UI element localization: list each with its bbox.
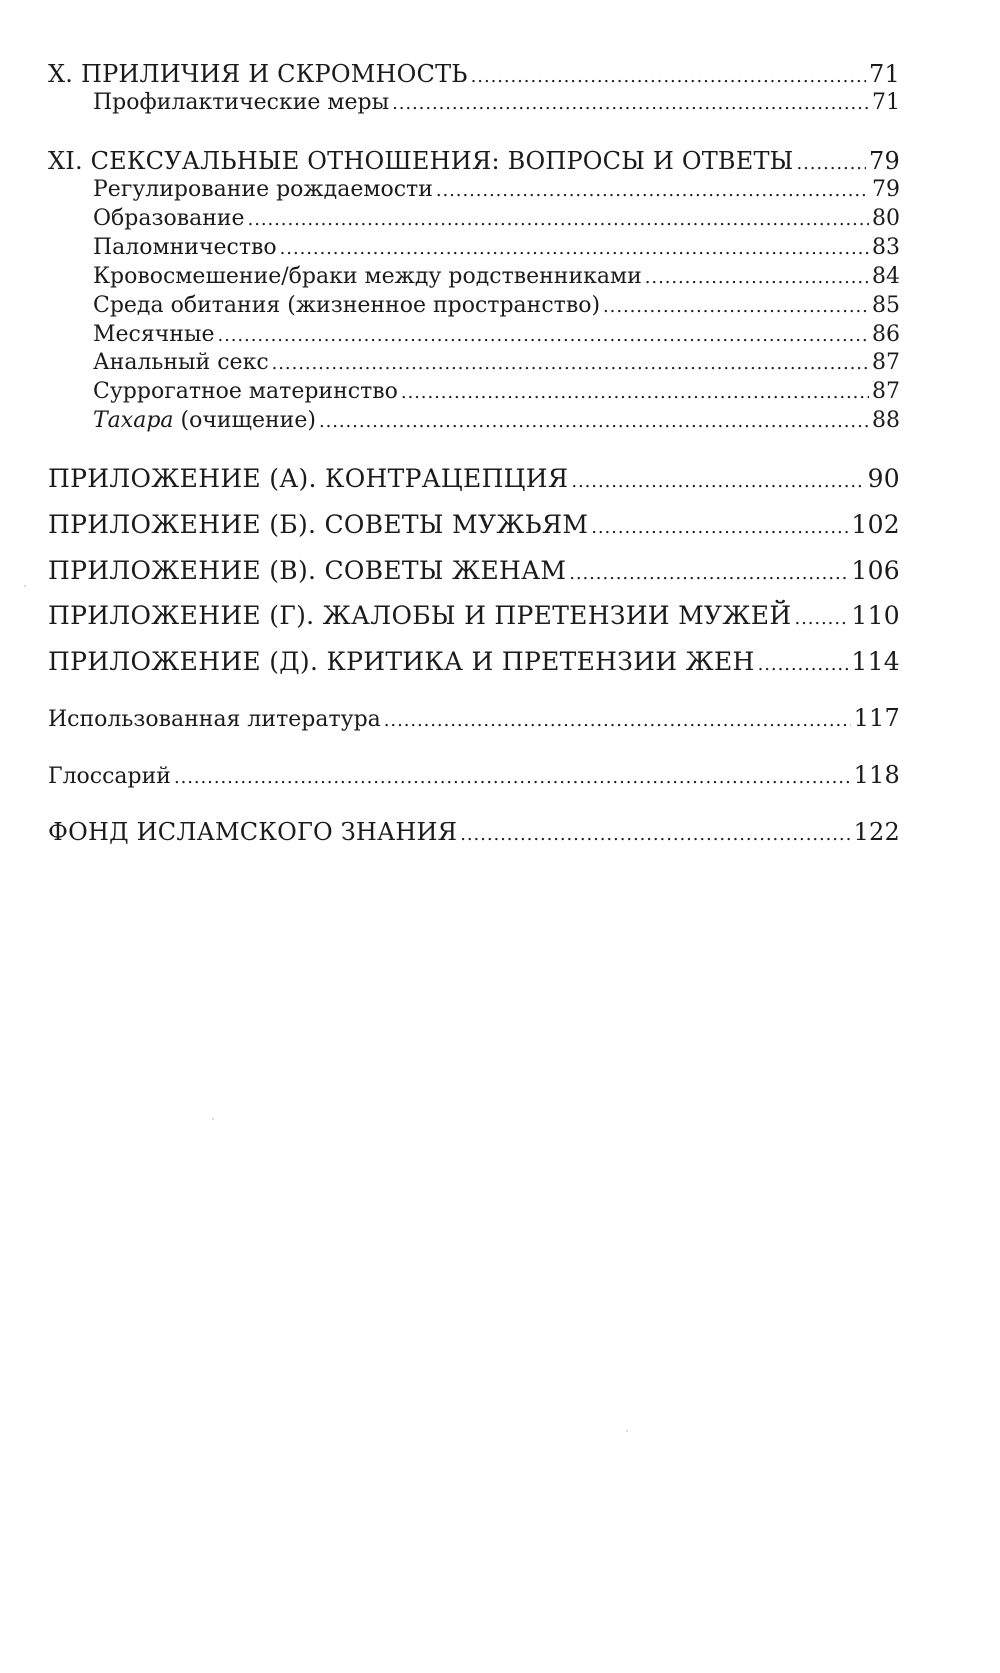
toc-subentry-page: 87: [872, 379, 900, 404]
toc-subentry-title-italic: Тахара: [93, 408, 174, 433]
toc-entry-title: ПРИЛОЖЕНИЕ (Б). СОВЕТЫ МУЖЬЯМ: [48, 510, 589, 539]
dot-leader: [645, 266, 869, 288]
dot-leader: [797, 149, 867, 173]
toc-entry-appendix-v[interactable]: [48, 558, 900, 583]
scan-speck: [24, 585, 26, 587]
toc-subentry[interactable]: [93, 352, 900, 374]
toc-entry-page: 114: [851, 647, 900, 676]
toc-subentry[interactable]: [93, 295, 900, 317]
toc-subentry-page: 87: [872, 350, 900, 375]
toc-entry-title: X. ПРИЛИЧИЯ И СКРОМНОСТЬ: [48, 60, 468, 88]
toc-entry-title: XI. СЕКСУАЛЬНЫЕ ОТНОШЕНИЯ: ВОПРОСЫ И ОТВЕТЫ: [48, 147, 794, 175]
toc-subentry-page: 83: [872, 235, 900, 260]
toc-subentry-page: 88: [872, 408, 900, 433]
dot-leader: [248, 208, 869, 230]
dot-leader: [174, 766, 851, 788]
toc-subentry[interactable]: [93, 208, 900, 230]
toc-entry-title: ФОНД ИСЛАМСКОГО ЗНАНИЯ: [48, 818, 458, 846]
dot-leader: [319, 410, 869, 432]
dot-leader: [217, 324, 869, 346]
toc-entry-page: 106: [851, 556, 900, 585]
toc-entry-references[interactable]: [48, 706, 900, 731]
toc-subentry-title: Профилактические меры: [93, 90, 390, 115]
toc-subentry-page: 80: [872, 206, 900, 231]
dot-leader: [460, 820, 850, 844]
toc-subentry-page: 79: [872, 177, 900, 202]
toc-entry-page: 71: [869, 60, 900, 88]
dot-leader: [591, 512, 848, 537]
toc-entry-appendix-b[interactable]: [48, 512, 900, 537]
toc-entry-title: ПРИЛОЖЕНИЕ (А). КОНТРАЦЕПЦИЯ: [48, 464, 569, 493]
toc-subentry-title: Паломничество: [93, 235, 277, 260]
toc-subentry-title: Кровосмешение/браки между родственниками: [93, 264, 642, 289]
toc-subentry-page: 84: [872, 264, 900, 289]
toc-entry-chapter-11[interactable]: [48, 149, 900, 173]
toc-subentry-page: 85: [872, 293, 900, 318]
toc-entry-appendix-d[interactable]: [48, 649, 900, 674]
dot-leader: [794, 603, 848, 628]
toc-entry-appendix-g[interactable]: [48, 603, 900, 628]
toc-entry-appendix-a[interactable]: [48, 466, 900, 491]
scan-speck: [626, 1430, 628, 1432]
toc-entry-page: 117: [853, 704, 900, 732]
dot-leader: [436, 179, 869, 201]
toc-subentry-title-rest: (очищение): [173, 408, 316, 433]
toc-entry-chapter-10[interactable]: [48, 62, 900, 86]
dot-leader: [280, 237, 869, 259]
toc-subentry-title: Суррогатное материнство: [93, 379, 398, 404]
toc-subentry-title: Среда обитания (жизненное пространство): [93, 293, 601, 318]
toc-subentry-title: Анальный секс: [93, 350, 269, 375]
dot-leader: [471, 62, 866, 86]
scan-speck: [212, 1118, 214, 1120]
toc-entry-title: ПРИЛОЖЕНИЕ (Д). КРИТИКА И ПРЕТЕНЗИИ ЖЕН: [48, 647, 755, 676]
toc-entry-page: 118: [853, 761, 900, 789]
toc-subentry[interactable]: [93, 324, 900, 346]
toc-subentry[interactable]: [93, 266, 900, 288]
toc-subentry[interactable]: [93, 381, 900, 403]
toc-subentry-page: 86: [872, 322, 900, 347]
toc-entry-title: Глоссарий: [48, 764, 171, 789]
dot-leader: [272, 352, 869, 374]
toc-entry-title: ПРИЛОЖЕНИЕ (В). СОВЕТЫ ЖЕНАМ: [48, 556, 567, 585]
toc-entry-page: 90: [867, 464, 900, 493]
dot-leader: [758, 649, 849, 674]
dot-leader: [603, 295, 869, 317]
toc-entry-page: 122: [853, 818, 900, 846]
toc-subentry-title: [93, 410, 316, 432]
toc-subentry[interactable]: [93, 410, 900, 432]
toc-entry-page: 79: [869, 147, 900, 175]
toc-entry-foundation[interactable]: [48, 820, 900, 844]
toc-subentry[interactable]: [93, 179, 900, 201]
toc-entry-title: ПРИЛОЖЕНИЕ (Г). ЖАЛОБЫ И ПРЕТЕНЗИИ МУЖЕЙ: [48, 601, 792, 630]
dot-leader: [384, 709, 851, 731]
dot-leader: [401, 381, 869, 403]
toc-entry-page: 102: [851, 510, 900, 539]
dot-leader: [571, 466, 864, 491]
toc-subentry-title: Регулирование рождаемости: [93, 177, 433, 202]
dot-leader: [392, 92, 869, 114]
toc-subentry-page: 71: [872, 90, 900, 115]
toc-entry-glossary[interactable]: [48, 763, 900, 788]
toc-entry-page: 110: [851, 601, 900, 630]
toc-subentry[interactable]: [93, 92, 900, 114]
toc-entry-title: Использованная литература: [48, 707, 381, 732]
dot-leader: [569, 558, 848, 583]
toc-subentry-title: Месячные: [93, 322, 215, 347]
toc-subentry-title: Образование: [93, 206, 245, 231]
toc-subentry[interactable]: [93, 237, 900, 259]
